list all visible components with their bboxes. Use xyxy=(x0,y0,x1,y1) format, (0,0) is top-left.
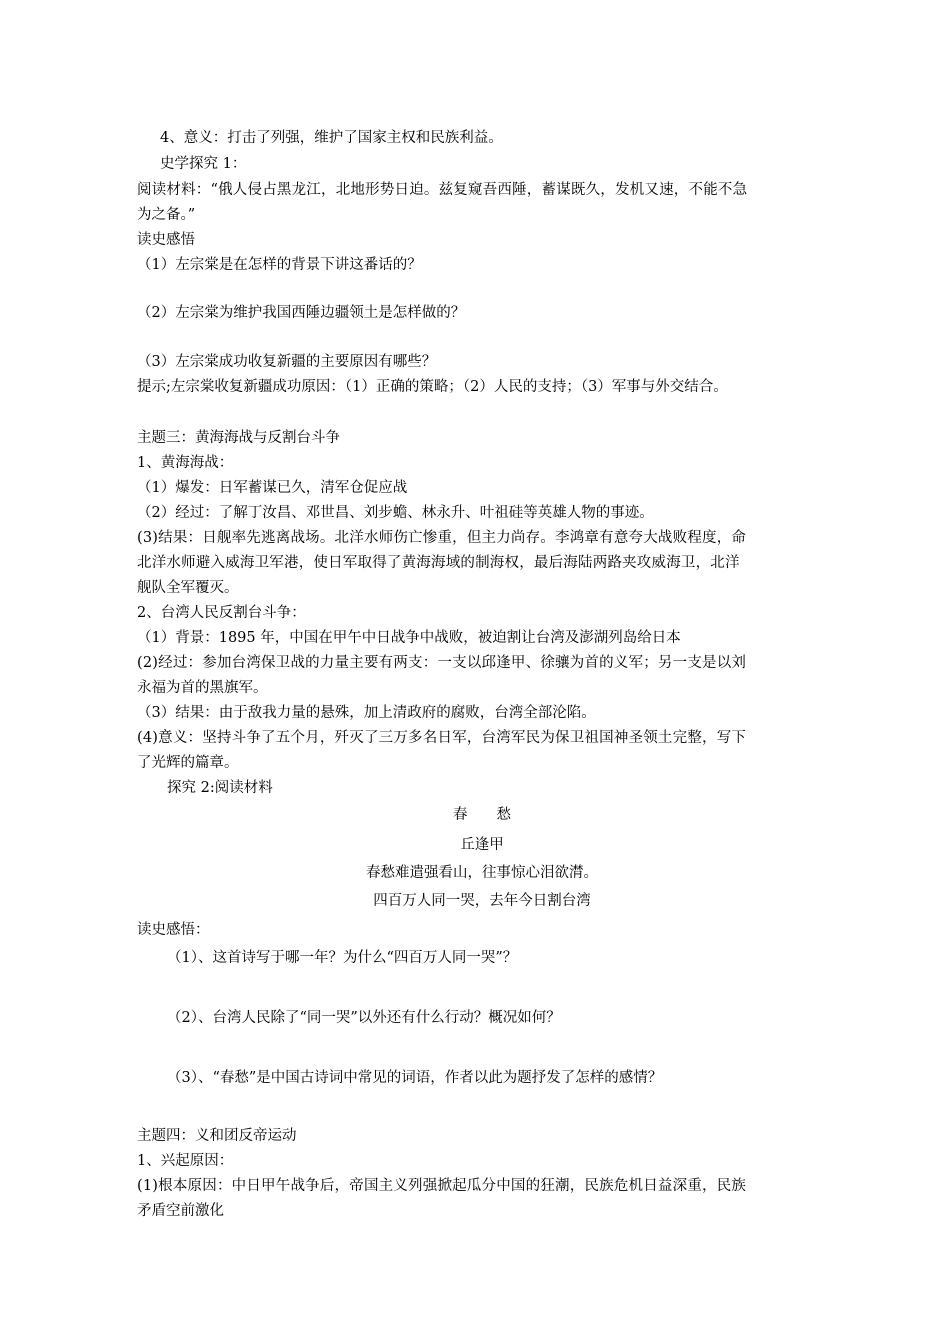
question-line: （1）左宗棠是在怎样的背景下讲这番话的？ xyxy=(137,257,422,273)
text-line: 史学探究 1： xyxy=(160,156,247,172)
text-line: 北洋水师避入威海卫军港，使日军取得了黄海海域的制海权，最后海陆两路夹攻威海卫，北洋 xyxy=(137,555,740,571)
text-line: (1)根本原因：中日甲午战争后，帝国主义列强掀起瓜分中国的狂潮，民族危机日益深重，民族 xyxy=(137,1178,747,1194)
subheading: 2、台湾人民反割台斗争： xyxy=(137,605,306,621)
text-line: 矛盾空前激化 xyxy=(137,1203,224,1219)
text-line: 为之备。” xyxy=(137,207,196,223)
subheading: 1、黄海海战： xyxy=(137,455,234,471)
text-line: (4)意义：坚持斗争了五个月，歼灭了三万多名日军，台湾军民为保卫祖国神圣领土完整，写下 xyxy=(137,730,747,746)
subheading: 1、兴起原因： xyxy=(137,1153,234,1169)
text-line: 读史感悟 xyxy=(137,232,195,248)
poem-title: 春 愁 xyxy=(453,807,511,823)
poem-line: 春愁难遣强看山，往事惊心泪欲潸。 xyxy=(366,865,598,881)
question-line: （2）左宗棠为维护我国西陲边疆领土是怎样做的？ xyxy=(137,305,466,321)
text-line: 4、意义：打击了列强，维护了国家主权和民族利益。 xyxy=(160,130,503,146)
hint-line: 提示;左宗棠收复新疆成功原因：（1）正确的策略；（2）人民的支持；（3）军事与外交结合。 xyxy=(137,379,728,395)
text-line: (3)结果：日舰率先逃离战场。北洋水师伤亡惨重，但主力尚存。李鸿章有意夸大战败程度，命 xyxy=(137,530,747,546)
text-line: 阅读材料：“俄人侵占黑龙江，北地形势日迫。兹复窥吾西陲，蓄谋既久，发机又速，不能不急 xyxy=(137,182,748,198)
poem-line: 四百万人同一哭，去年今日割台湾 xyxy=(373,893,591,909)
question-line: （3）左宗棠成功收复新疆的主要原因有哪些？ xyxy=(137,354,437,370)
text-line: 探究 2:阅读材料 xyxy=(167,780,273,796)
text-line: 永福为首的黑旗军。 xyxy=(137,680,268,696)
text-line: （1）爆发：日军蓄谋已久，清军仓促应战 xyxy=(137,480,408,496)
question-line: （2）、台湾人民除了“同一哭”以外还有什么行动？概况如何？ xyxy=(167,1010,561,1026)
text-line: （2）经过：了解丁汝昌、邓世昌、刘步蟾、林永升、叶祖硅等英雄人物的事迹。 xyxy=(137,505,654,521)
text-line: 了光辉的篇章。 xyxy=(137,755,239,771)
section-heading: 主题三：黄海海战与反割台斗争 xyxy=(137,430,340,446)
text-line: 读史感悟： xyxy=(137,922,210,938)
question-line: （3）、“春愁”是中国古诗词中常见的词语，作者以此为题抒发了怎样的感情？ xyxy=(167,1070,663,1086)
text-line: （3）结果：由于敌我力量的悬殊，加上清政府的腐败，台湾全部沦陷。 xyxy=(137,705,596,721)
text-line: （1）背景：1895 年，中国在甲午中日战争中战败，被迫割让台湾及澎湖列岛给日本 xyxy=(137,630,681,646)
question-line: （1）、这首诗写于哪一年？为什么“四百万人同一哭”？ xyxy=(167,950,518,966)
text-line: (2)经过：参加台湾保卫战的力量主要有两支：一支以邱逢甲、徐骧为首的义军；另一支是以刘 xyxy=(137,655,747,671)
poem-author: 丘逢甲 xyxy=(460,837,504,853)
section-heading: 主题四：义和团反帝运动 xyxy=(137,1128,297,1144)
text-line: 舰队全军覆灭。 xyxy=(137,580,239,596)
